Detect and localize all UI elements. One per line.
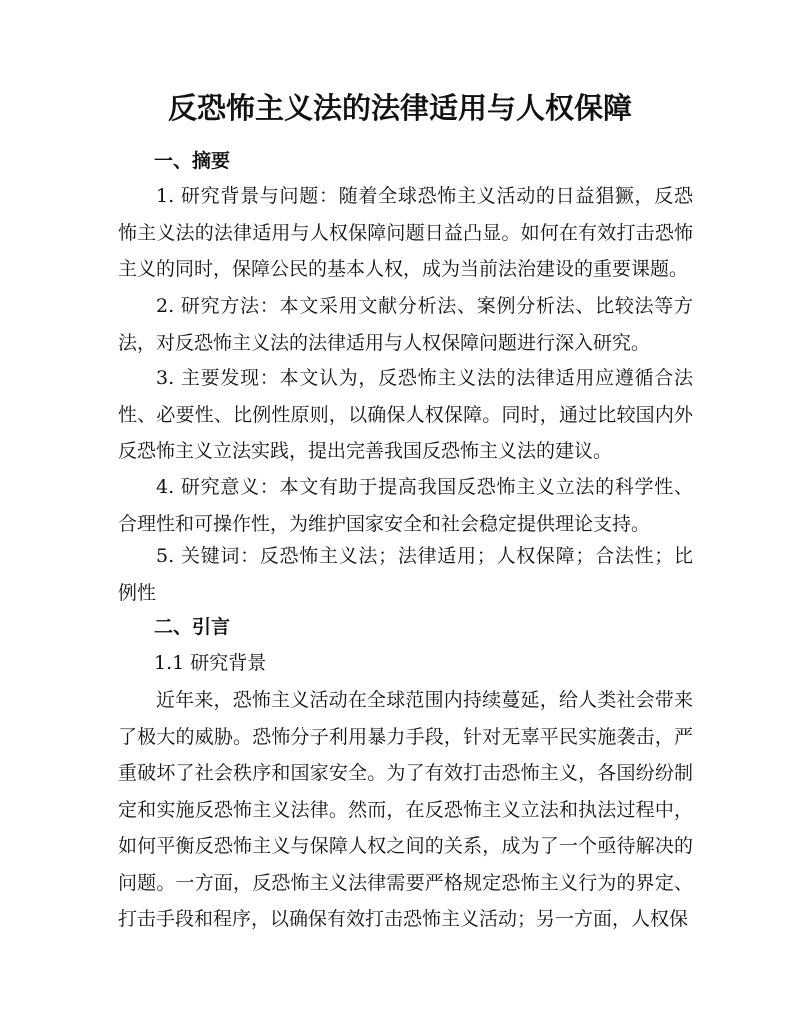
intro-paragraph: 近年来，恐怖主义活动在全球范围内持续蔓延，给人类社会带来了极大的威胁。恐怖分子利用暴力手段，针对无辜平民实施袭击，严重破坏了社会秩序和国家安全。为了有效打击恐怖主义，各国纷纷制定和实施反恐怖主义法律。然而，在反恐怖主义立法和执法过程中，如何平衡反恐怖主义与保障人权之间的关系，成为了一个亟待解决的问题。一方面，反恐怖主义法律需要严格规定恐怖主义行为的界定、打击手段和程序，以确保有效打击恐怖主义活动；另一方面，人权保 — [118, 689, 693, 930]
document-title: 反恐怖主义法的法律适用与人权保障 — [167, 91, 632, 125]
section-heading-introduction: 二、引言 — [154, 616, 231, 638]
abstract-item-3: 3. 主要发现：本文认为，反恐怖主义法的法律适用应遵循合法性、必要性、比例性原则，以确保人权保障。同时，通过比较国内外反恐怖主义立法实践，提出完善我国反恐怖主义法的建议。 — [118, 367, 693, 462]
section-heading-abstract: 一、摘要 — [154, 150, 231, 172]
abstract-item-5: 5. 关键词：反恐怖主义法；法律适用；人权保障；合法性；比例性 — [118, 545, 693, 604]
abstract-item-4: 4. 研究意义：本文有助于提高我国反恐怖主义立法的科学性、合理性和可操作性，为维护国家安全和社会稳定提供理论支持。 — [118, 476, 693, 535]
subsection-heading-background: 1.1 研究背景 — [154, 652, 267, 674]
abstract-item-1: 1. 研究背景与问题：随着全球恐怖主义活动的日益猖獗，反恐怖主义法的法律适用与人权保障问题日益凸显。如何在有效打击恐怖主义的同时，保障公民的基本人权，成为当前法治建设的重要课题。 — [118, 185, 693, 280]
abstract-item-2: 2. 研究方法：本文采用文献分析法、案例分析法、比较法等方法，对反恐怖主义法的法律适用与人权保障问题进行深入研究。 — [118, 295, 693, 354]
